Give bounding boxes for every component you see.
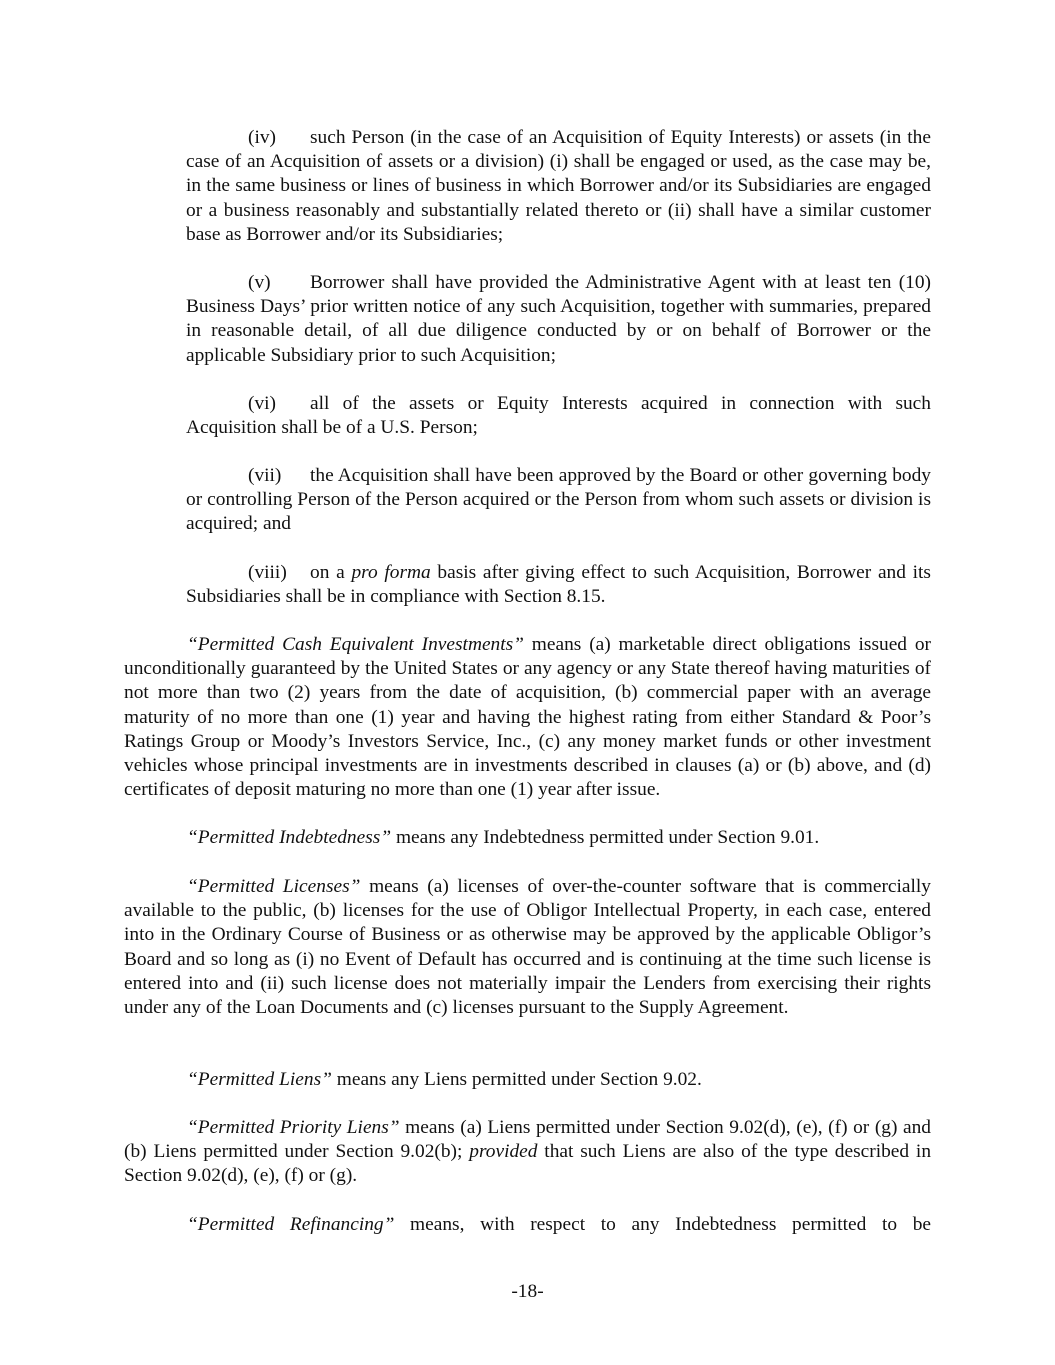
clause-text: such Person (in the case of an Acquisition of Equity Interests) or assets (in the case of an Acquisition of assets or a division) (i) shall be engaged or used, as the case may be, in the same business or lines of business in which Borrower and/or its Subsidiaries are engaged or a business reasonably and substantially related thereto or (ii) shall have a similar customer base as Borrower and/or its Subsidiaries; (186, 127, 931, 245)
clause-viii (186, 561, 931, 609)
definition-permitted-refinancing (124, 1213, 931, 1237)
definition-permitted-priority-liens (124, 1116, 931, 1189)
clause-text: all of the assets or Equity Interests acquired in connection with such Acquisition shall be of a U.S. Person; (186, 393, 931, 439)
defined-term: “Permitted Refinancing” (187, 1214, 395, 1235)
clause-vi (186, 392, 931, 440)
clause-label: (vi) (248, 393, 276, 414)
definition-permitted-indebtedness (124, 826, 931, 850)
clause-iv (186, 126, 931, 247)
clause-vii (186, 464, 931, 537)
defined-term: “Permitted Liens” (187, 1069, 332, 1090)
clause-label: (v) (248, 272, 271, 293)
definition-permitted-liens (124, 1068, 931, 1092)
clause-v (186, 271, 931, 368)
clause-label: (iv) (248, 127, 276, 148)
definition-emphasis: provided (469, 1141, 538, 1163)
defined-term: “Permitted Indebtedness” (187, 827, 392, 848)
definition-text: means any Indebtedness permitted under Section 9.01. (391, 827, 820, 848)
definition-text: means any Liens permitted under Section 9.02. (331, 1069, 702, 1090)
defined-term: “Permitted Licenses” (187, 876, 361, 897)
definition-permitted-cash-equivalent-investments (124, 633, 931, 802)
defined-term: “Permitted Cash Equivalent Investments” (187, 634, 524, 655)
definition-text-post: that such Liens are also of the type described in Section 9.02(d), (e), (f) or (g). (124, 1141, 932, 1187)
definition-text: means (a) marketable direct obligations issued or unconditionally guaranteed by the United States or any agency or any State thereof having maturities of not more than two (2) years from the date of acquisition, (b) commercial paper with an average maturity of no more than one (1) year and having the highest rating from either Standard & Poor’s Ratings Group or Moody’s Investors Service, Inc., (c) any money market funds or other investment vehicles whose principal investments are in investments described in clauses (a) or (b) above, and (d) certificates of deposit maturing no more than one (1) year after issue. (124, 634, 931, 801)
clause-text-post: basis after giving effect to such Acquisition, Borrower and its Subsidiaries shall be in compliance with Section 8.15. (186, 562, 931, 608)
definition-text: means, with respect to any Indebtedness permitted to be (394, 1214, 931, 1235)
clause-label: (viii) (248, 562, 287, 583)
page-number: -18- (511, 1281, 544, 1302)
definition-text: means (a) licenses of over-the-counter software that is commercially available to the public, (b) licenses for the use of Obligor Intellectual Property, in each case, entered into in the Ordinary Course of Business or as otherwise may be approved by the applicable Obligor’s Board and so long as (i) no Event of Default has occurred and is continuing at the time such license is entered into and (ii) such license does not materially impair the Lenders from exercising their rights under any of the Loan Documents and (c) licenses pursuant to the Supply Agreement. (124, 876, 931, 1019)
clause-label: (vii) (248, 465, 282, 486)
definition-text: means (a) Liens permitted under Section 9.02(d), (e), (f) or (g) and (b) Liens permitted under Section 9.02(b); (124, 1117, 931, 1163)
clause-text: Borrower shall have provided the Administrative Agent with at least ten (10) Business Days’ prior written notice of any such Acquisition, together with summaries, prepared in reasonable detail, of all due diligence conducted by or on behalf of Borrower or the applicable Subsidiary prior to such Acquisition; (186, 272, 931, 366)
clause-text-emphasis: pro forma (351, 562, 431, 583)
clause-text: the Acquisition shall have been approved by the Board or other governing body or controlling Person of the Person acquired or the Person from whom such assets or division is acquired; and (186, 465, 931, 535)
defined-term: “Permitted Priority Liens” (187, 1117, 400, 1138)
clause-text-pre: on a (310, 562, 352, 583)
definition-permitted-licenses (124, 875, 931, 1020)
